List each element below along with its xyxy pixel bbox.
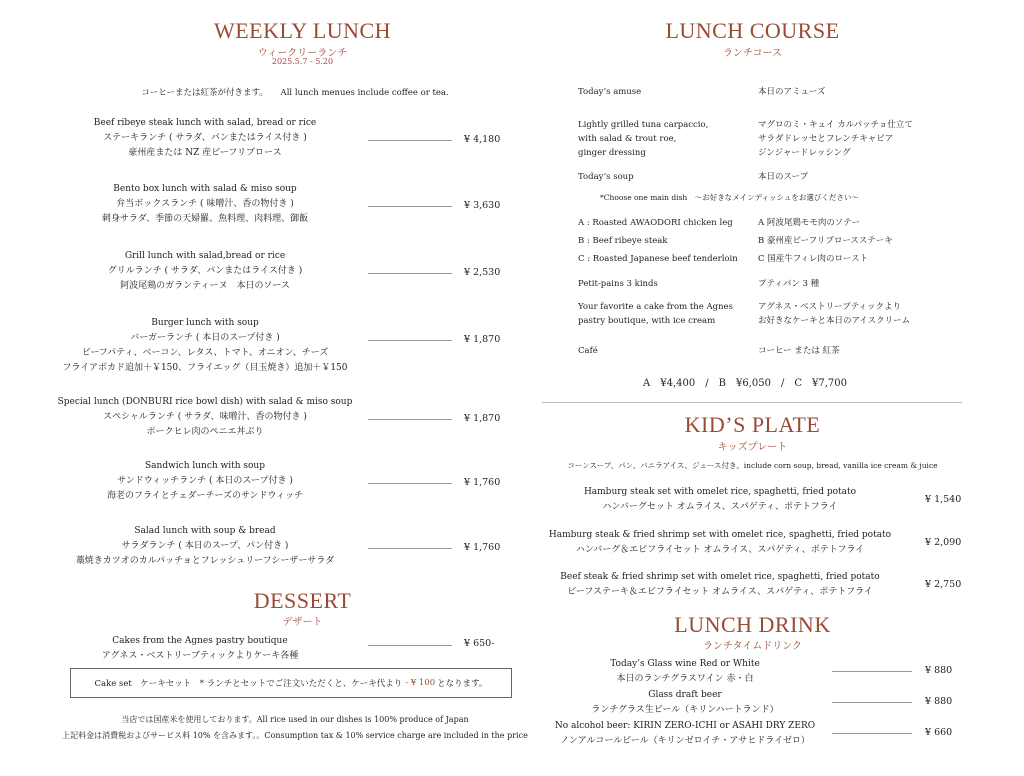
weekly-lunch-item bbox=[30, 316, 380, 376]
weekly-item-leader-line bbox=[368, 548, 452, 549]
drink-item-leader-line bbox=[832, 733, 912, 734]
dessert-price: ¥ 650- bbox=[464, 638, 495, 649]
drink-item-price: ¥ 880 bbox=[925, 665, 953, 676]
weekly-item-line-l3: 海老のフライとチェダーチーズのサンドウィッチ bbox=[106, 491, 304, 501]
kids-item-en: Hamburg steak & fried shrimp set with omelet rice, spaghetti, fried potato bbox=[548, 530, 892, 540]
section-divider bbox=[542, 402, 962, 403]
course-cake-jp bbox=[758, 300, 910, 328]
course-cake-jp-2: お好きなケーキと本日のアイスクリーム bbox=[758, 316, 911, 326]
weekly-item-line-l3: ビーフパティ、ベーコン、レタス、トマト、オニオン、チーズ bbox=[81, 348, 329, 358]
kids-plate-item bbox=[540, 570, 900, 600]
course-tuna-jp-3: ジンジャードレッシング bbox=[758, 148, 851, 158]
course-cake-en-2: pastry boutique, with ice cream bbox=[578, 316, 716, 326]
kids-item-price: ¥ 1,540 bbox=[925, 494, 962, 505]
kids-item-jp: ビーフステーキ＆エビフライセット オムライス、スパゲティ、ポテトフライ bbox=[567, 587, 873, 597]
weekly-item-line-l1: Salad lunch with soup & bread bbox=[134, 526, 276, 536]
weekly-item-line-l2: サンドウィッチランチ ( 本日のスープ付き ) bbox=[117, 476, 293, 486]
weekly-item-leader-line bbox=[368, 140, 452, 141]
course-cake-jp-1: アグネス・ベストリーブティックより bbox=[758, 302, 902, 312]
lunch-course-subtitle: ランチコース bbox=[722, 48, 783, 59]
weekly-item-line-l1: Sandwich lunch with soup bbox=[145, 461, 265, 471]
weekly-item-leader-line bbox=[368, 206, 452, 207]
course-main-jp: A 阿波尾鶏モモ肉のソテー bbox=[758, 218, 861, 228]
kids-plate-note: コーンスープ、パン、バニラアイス、ジュース付き。include corn soup, bread, vanilla ice cream & juice bbox=[567, 461, 938, 470]
course-tuna-jp-2: サラダドレッセとフレンチキャビア bbox=[758, 134, 894, 144]
cake-set-text: Cake set ケーキセット * ランチとセットでご注文いただくと、ケーキ代より bbox=[94, 679, 403, 689]
course-petit-jp: プティパン 3 種 bbox=[758, 279, 820, 289]
course-tuna-jp-1: マグロのミ・キュイ カルパッチョ仕立て bbox=[758, 120, 913, 130]
weekly-lunch-item bbox=[30, 459, 380, 504]
course-tuna-en-2: with salad & trout roe, bbox=[578, 134, 677, 144]
rice-note: 当店では国産米を使用しております。All rice used in our dishes is 100% produce of Japan bbox=[121, 715, 469, 724]
drink-item-leader-line bbox=[832, 702, 912, 703]
weekly-item-line-l1: Grill lunch with salad,bread or rice bbox=[124, 251, 286, 261]
weekly-item-price: ¥ 1,760 bbox=[464, 542, 501, 553]
weekly-lunch-title: WEEKLY LUNCH bbox=[213, 18, 392, 43]
kids-plate-title: KID’S PLATE bbox=[684, 412, 821, 437]
weekly-item-leader-line bbox=[368, 273, 452, 274]
coffee-note: コーヒーまたは紅茶が付きます。 All lunch menues include coffee or tea. bbox=[141, 88, 449, 98]
kids-plate-subtitle: キッズプレート bbox=[717, 442, 788, 453]
tax-note: 上記料金は消費税およびサービス料 10% を含みます。。Consumption tax & 10% service charge are included in the price bbox=[62, 731, 528, 740]
weekly-item-line-l4: フライアボカド追加＋￥150、フライエッグ（目玉焼き）追加＋￥150 bbox=[62, 363, 348, 373]
drink-item-en: Today’s Glass wine Red or White bbox=[610, 659, 760, 669]
weekly-item-leader-line bbox=[368, 483, 452, 484]
weekly-item-line-l1: Burger lunch with soup bbox=[151, 318, 259, 328]
course-main-en: B : Beef ribeye steak bbox=[578, 236, 668, 246]
kids-item-en: Hamburg steak set with omelet rice, spaghetti, fried potato bbox=[583, 487, 857, 497]
lunch-drink-item bbox=[540, 657, 830, 687]
weekly-item-price: ¥ 2,530 bbox=[464, 267, 501, 278]
dessert-title: DESSERT bbox=[253, 588, 352, 613]
weekly-item-line-l3: ポークヒレ肉のペニエ丼ぶり bbox=[146, 427, 264, 437]
course-tuna-en-3: ginger dressing bbox=[578, 148, 646, 158]
course-amuse-en: Today’s amuse bbox=[578, 87, 642, 97]
drink-item-jp: 本日のランチグラスワイン 赤・白 bbox=[616, 674, 754, 684]
weekly-item-price: ¥ 1,870 bbox=[464, 413, 501, 424]
weekly-item-price: ¥ 1,870 bbox=[464, 334, 501, 345]
drink-item-en: Glass draft beer bbox=[648, 690, 722, 700]
weekly-item-line-l2: 弁当ボックスランチ ( 味噌汁、香の物付き ) bbox=[116, 199, 294, 209]
course-main-jp: C 国産牛フィレ肉のロースト bbox=[758, 254, 869, 264]
kids-item-jp: ハンバーグ＆エビフライセット オムライス、スパゲティ、ポテトフライ bbox=[575, 545, 865, 555]
lunch-drink-subtitle: ランチタイムドリンク bbox=[702, 641, 803, 652]
weekly-item-leader-line bbox=[368, 419, 452, 420]
weekly-item-line-l3: 阿波尾鶏のガランティーヌ 本日のソース bbox=[120, 281, 290, 291]
dessert-item bbox=[40, 634, 360, 664]
cake-set-text-end: となります。 bbox=[437, 679, 488, 689]
course-main-en: C : Roasted Japanese beef tenderloin bbox=[578, 254, 738, 264]
weekly-lunch-item bbox=[30, 395, 380, 440]
course-cafe-en: Café bbox=[578, 346, 598, 356]
weekly-lunch-item bbox=[30, 182, 380, 227]
drink-item-price: ¥ 660 bbox=[925, 727, 953, 738]
course-cake-en-1: Your favorite a cake from the Agnes bbox=[578, 302, 733, 312]
kids-item-en: Beef steak & fried shrimp set with omelet rice, spaghetti, fried potato bbox=[560, 572, 880, 582]
course-amuse-jp: 本日のアミューズ bbox=[758, 87, 826, 97]
lunch-drink-title: LUNCH DRINK bbox=[674, 612, 831, 637]
course-main-en: A : Roasted AWAODORI chicken leg bbox=[578, 218, 733, 228]
course-main-jp: B 豪州産ビーフリブロースステーキ bbox=[758, 236, 893, 246]
weekly-item-line-l1: Special lunch (DONBURI rice bowl dish) with salad & miso soup bbox=[57, 397, 353, 407]
weekly-item-leader-line bbox=[368, 340, 452, 341]
weekly-lunch-subtitle: ウィークリーランチ bbox=[257, 48, 348, 59]
weekly-item-line-l2: グリルランチ ( サラダ、パンまたはライス付き ) bbox=[107, 266, 303, 276]
weekly-item-line-l2: サラダランチ ( 本日のスープ、パン付き ) bbox=[121, 541, 289, 551]
course-tuna-en bbox=[578, 118, 708, 160]
course-prices: A ¥4,400 / B ¥6,050 / C ¥7,700 bbox=[643, 378, 847, 389]
course-tuna-jp bbox=[758, 118, 913, 160]
drink-item-en: No alcohol beer: KIRIN ZERO-ICHI or ASAHI DRY ZERO bbox=[554, 721, 816, 731]
course-soup-jp: 本日のスープ bbox=[758, 172, 809, 182]
weekly-item-price: ¥ 4,180 bbox=[464, 134, 501, 145]
lunch-drink-item bbox=[540, 688, 830, 718]
lunch-drink-item bbox=[540, 719, 830, 749]
course-tuna-en-1: Lightly grilled tuna carpaccio, bbox=[578, 120, 709, 130]
choose-main-note: *Choose one main dish ～お好きなメインディッシュをお選びください～ bbox=[600, 193, 859, 202]
weekly-item-line-l2: スペシャルランチ ( サラダ、味噌汁、香の物付き ) bbox=[103, 412, 307, 422]
weekly-lunch-item bbox=[30, 116, 380, 161]
kids-item-price: ¥ 2,750 bbox=[925, 579, 962, 590]
kids-item-jp: ハンバーグセット オムライス、スパゲティ、ポテトフライ bbox=[602, 502, 838, 512]
course-petit-en: Petit-pains 3 kinds bbox=[578, 279, 658, 289]
course-cafe-jp: コーヒー または 紅茶 bbox=[758, 346, 840, 356]
weekly-item-line-l3: 刺身サラダ、季節の天婦羅、魚料理、肉料理、御飯 bbox=[101, 214, 309, 224]
dessert-leader-line bbox=[368, 645, 452, 646]
cake-set-note bbox=[70, 668, 512, 698]
course-soup-en: Today’s soup bbox=[578, 172, 634, 182]
dessert-subtitle: デザート bbox=[282, 617, 323, 628]
course-cake-en bbox=[578, 300, 733, 328]
weekly-lunch-item bbox=[30, 249, 380, 294]
dessert-item-jp: アグネス・ベストリーブティックよりケーキ各種 bbox=[101, 651, 299, 661]
weekly-lunch-dates: 2025.5.7 - 5.20 bbox=[271, 57, 334, 66]
drink-item-price: ¥ 880 bbox=[925, 696, 953, 707]
weekly-item-line-l1: Bento box lunch with salad & miso soup bbox=[113, 184, 297, 194]
weekly-item-price: ¥ 1,760 bbox=[464, 477, 501, 488]
kids-item-price: ¥ 2,090 bbox=[925, 537, 962, 548]
kids-plate-item bbox=[540, 528, 900, 558]
drink-item-leader-line bbox=[832, 671, 912, 672]
kids-plate-item bbox=[540, 485, 900, 515]
weekly-item-line-l3: 豪州産または NZ 産ビーフリブロース bbox=[128, 148, 282, 158]
weekly-item-line-l1: Beef ribeye steak lunch with salad, bread or rice bbox=[93, 118, 317, 128]
drink-item-jp: ランチグラス生ビール（キリンハートランド） bbox=[591, 705, 779, 715]
weekly-item-line-l2: ステーキランチ ( サラダ、パンまたはライス付き ) bbox=[103, 133, 307, 143]
lunch-course-title: LUNCH COURSE bbox=[665, 18, 840, 43]
weekly-item-line-l2: バーガーランチ ( 本日のスープ付き ) bbox=[130, 333, 280, 343]
dessert-item-en: Cakes from the Agnes pastry boutique bbox=[112, 636, 288, 646]
weekly-item-line-l3: 藁焼きカツオのカルパッチョとフレッシュリーフシーザーサラダ bbox=[75, 556, 335, 566]
weekly-lunch-item bbox=[30, 524, 380, 569]
drink-item-jp: ノンアルコールビール（キリンゼロイチ・アサヒドライゼロ） bbox=[560, 736, 810, 746]
cake-set-discount: - ¥ 100 bbox=[405, 678, 436, 688]
weekly-item-price: ¥ 3,630 bbox=[464, 200, 501, 211]
